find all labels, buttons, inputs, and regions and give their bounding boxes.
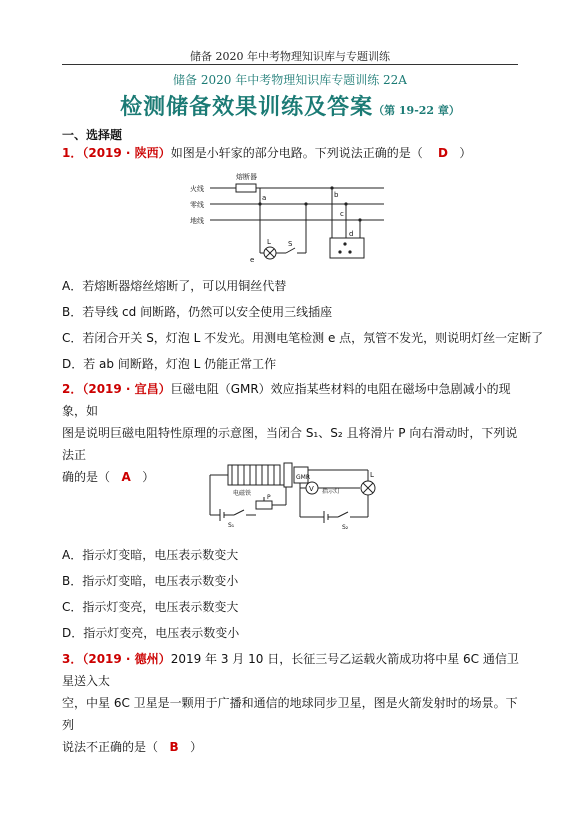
slider-p-label: P [267,494,271,501]
gmr-circuit-diagram [200,455,385,535]
question-number: 3． [62,652,83,666]
title-chapters: （第 19-22 章） [373,104,460,117]
voltmeter-label: V [309,485,314,493]
question-text: 巨磁电阻（GMR）效应指某些材料的电阻在磁场中急剧减小的现象，如 [62,382,511,418]
question-text: 确的是（ [62,470,111,484]
point-e: e [250,256,255,264]
section-heading: 一、选择题 [62,128,123,142]
house-circuit-diagram [190,168,390,270]
switch-s2-label: S₂ [342,524,349,531]
q2-option-d[interactable]: D．指示灯变亮，电压表示数变小 [62,626,240,640]
question-source: （2019 · 宜昌） [82,382,171,396]
indicator-label: 指示灯 [322,488,341,495]
point-a: a [262,194,267,202]
paren-close: ） [142,470,155,484]
gmr-label: GMR [296,474,310,481]
question-number: 1． [62,146,83,160]
question-text: 2019 年 3 月 10 日，长征三号乙运载火箭成功将中星 6C 通信卫星送入太 [62,652,519,688]
question-source: （2019 · 陕西） [82,146,171,160]
electromagnet-label: 电磁铁 [233,490,252,497]
lamp-label: L [370,471,374,479]
q1-option-a[interactable]: A．若熔断器熔丝熔断了，可以用铜丝代替 [62,279,287,293]
answer-mark: B [169,740,179,754]
question-3-stem [62,648,522,758]
paren-close: ） [459,146,472,160]
ground-wire-label: 地线 [190,217,204,225]
point-c: c [340,210,344,218]
page-title [0,90,580,121]
q1-option-c[interactable]: C．若闭合开关 S，灯泡 L 不发光。用测电笔检测 e 点，氖管不发光，则说明灯丝一定断了 [62,331,544,345]
q1-option-b[interactable]: B．若导线 cd 间断路，仍然可以安全使用三线插座 [62,305,333,319]
neutral-wire-label: 零线 [190,201,204,209]
header-divider [62,64,518,65]
q2-option-c[interactable]: C．指示灯变亮，电压表示数变大 [62,600,239,614]
answer-mark: D [437,146,448,160]
paren-close: ） [190,740,203,754]
title-main: 检测储备效果训练及答案 [120,94,374,120]
subtitle: 储备 2020 年中考物理知识库专题训练 22A [173,73,407,87]
q2-option-b[interactable]: B．指示灯变暗，电压表示数变小 [62,574,239,588]
switch-s1-label: S₁ [228,522,235,529]
question-number: 2． [62,382,83,396]
question-text: 图是说明巨磁电阻特性原理的示意图，当闭合 S₁、S₂ 且将滑片 P 向右滑动时，下列说法正 [62,426,518,462]
running-header: 储备 2020 年中考物理知识库与专题训练 [190,50,390,63]
question-1-stem [62,142,522,164]
fuse-label: 熔断器 [236,173,257,181]
point-d: d [349,230,354,238]
lamp-label: L [267,238,271,246]
question-text: 如图是小轩家的部分电路。下列说法正确的是（ [170,146,423,160]
switch-label: S [288,240,293,248]
question-source: （2019 · 德州） [82,652,171,666]
q1-option-d[interactable]: D．若 ab 间断路，灯泡 L 仍能正常工作 [62,357,277,371]
question-text: 说法不正确的是（ [62,740,159,754]
q2-option-a[interactable]: A．指示灯变暗，电压表示数变大 [62,548,239,562]
question-text: 空，中星 6C 卫星是一颗用于广播和通信的地球同步卫星，图是火箭发射时的场景。下列 [62,696,518,732]
live-wire-label: 火线 [190,185,204,193]
answer-mark: A [121,470,131,484]
point-b: b [334,191,339,199]
